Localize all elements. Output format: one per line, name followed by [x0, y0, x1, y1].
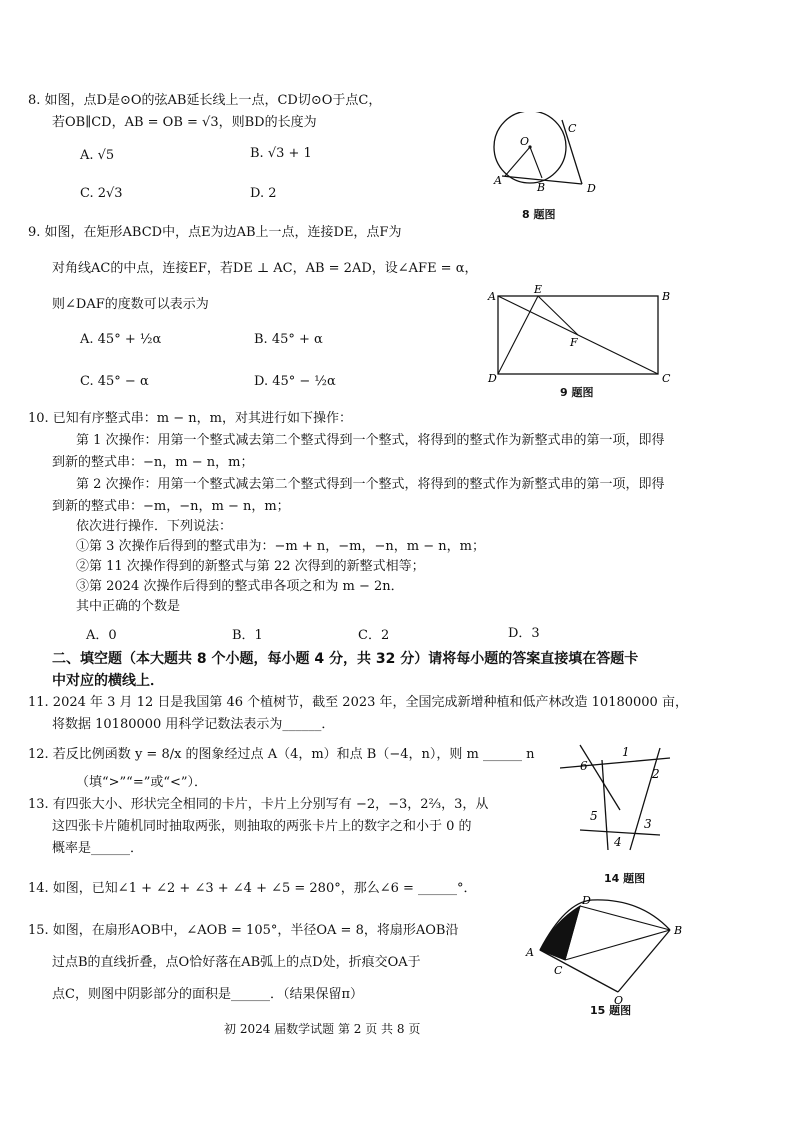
- q14-label-4: 4: [614, 835, 622, 849]
- q8-option-c: C. 2√3: [80, 186, 123, 201]
- q9-figure-caption: 9 题图: [560, 386, 594, 399]
- q9-label-a: A: [488, 290, 496, 303]
- q9-label-f: F: [570, 336, 578, 349]
- q9-option-b: B. 45° + α: [254, 332, 323, 347]
- q11-line1: 11. 2024 年 3 月 12 日是我国第 46 个植树节，截至 2023 年，全国完成新增种植和低产林改造 10180000 亩，: [28, 695, 688, 710]
- q14-label-2: 2: [652, 767, 660, 781]
- q8-option-a: A. √5: [80, 148, 115, 163]
- q9-label-d: D: [488, 372, 497, 384]
- q9-label-c: C: [662, 372, 671, 384]
- q15-label-c: C: [554, 964, 563, 977]
- q15-label-a: A: [526, 946, 534, 959]
- q14-line1: 14. 如图，已知∠1 + ∠2 + ∠3 + ∠4 + ∠5 = 280°，那么∠6 = ______°．: [28, 881, 477, 896]
- q8-label-d: D: [587, 182, 596, 195]
- q14-figure: [560, 740, 680, 870]
- q10-line9: ③第 2024 次操作后得到的整式串各项之和为 m − 2n．: [76, 579, 404, 594]
- q9-label-e: E: [534, 284, 543, 296]
- q14-label-1: 1: [622, 745, 630, 759]
- q12-line2: （填“>”“=”或“<”）．: [76, 775, 208, 790]
- q14-label-3: 3: [644, 817, 652, 831]
- q10-line6: 依次进行操作．下列说法：: [76, 519, 233, 534]
- q14-label-6: 6: [580, 759, 588, 773]
- q10-line10: 其中正确的个数是: [76, 599, 181, 614]
- q9-label-b: B: [662, 290, 671, 303]
- q10-line5: 到新的整式串：−m，−n，m − n，m；: [52, 499, 290, 514]
- q10-option-a: A．0: [86, 628, 117, 643]
- q10-line7: ①第 3 次操作后得到的整式串为：−m + n，−m，−n，m − n，m；: [76, 539, 485, 554]
- q9-line1: 9. 如图，在矩形ABCD中，点E为边AB上一点，连接DE，点F为: [28, 225, 402, 240]
- q13-line2: 这四张卡片随机同时抽取两张，则抽取的两张卡片上的数字之和小于 0 的: [52, 819, 472, 834]
- q15-label-d: D: [582, 894, 591, 907]
- q8-option-b: B. √3 + 1: [250, 146, 312, 161]
- q9-line3: 则∠DAF的度数可以表示为: [52, 297, 209, 312]
- q14-label-5: 5: [590, 809, 598, 823]
- q9-figure: [486, 284, 676, 384]
- q15-label-o: O: [614, 994, 624, 1007]
- q8-option-d: D. 2: [250, 186, 277, 201]
- q10-line3: 到新的整式串：−n，m − n，m；: [52, 455, 254, 470]
- q8-label-b: B: [537, 181, 546, 194]
- q9-option-d: D. 45° − ½α: [254, 374, 336, 389]
- q13-line3: 概率是______．: [52, 841, 144, 856]
- q10-option-c: C．2: [358, 628, 390, 643]
- q8-line2: 若OB∥CD，AB = OB = √3，则BD的长度为: [52, 115, 317, 130]
- q8-figure: [490, 112, 610, 207]
- q11-line2: 将数据 10180000 用科学记数法表示为______．: [52, 717, 335, 732]
- q9-line2: 对角线AC的中点，连接EF，若DE ⊥ AC，AB = 2AD，设∠AFE = α，: [52, 261, 478, 276]
- page-footer: 初 2024 届数学试题 第 2 页 共 8 页: [224, 1022, 421, 1036]
- q10-line8: ②第 11 次操作得到的新整式与第 22 次得到的新整式相等；: [76, 559, 425, 574]
- q8-label-c: C: [568, 122, 577, 135]
- q9-option-a: A. 45° + ½α: [80, 332, 162, 347]
- q8-label-o: O: [520, 135, 530, 148]
- q15-line2: 过点B的直线折叠，点O恰好落在AB弧上的点D处，折痕交OA于: [52, 955, 421, 970]
- q12-line1: 12. 若反比例函数 y = 8/x 的图象经过点 A（4，m）和点 B（−4，n），则 m ______ n: [28, 747, 535, 762]
- q15-line1: 15. 如图，在扇形AOB中，∠AOB = 105°，半径OA = 8，将扇形AOB沿: [28, 923, 459, 938]
- q13-line1: 13. 有四张大小、形状完全相同的卡片，卡片上分别写有 −2，−3，2⅔，3，从: [28, 797, 489, 812]
- q8-label-a: A: [494, 174, 502, 187]
- section2-heading-line2: 中对应的横线上．: [52, 673, 164, 689]
- q15-label-b: B: [674, 924, 683, 937]
- q10-line1: 10. 已知有序整式串：m − n，m，对其进行如下操作：: [28, 411, 352, 426]
- q15-line3: 点C，则图中阴影部分的面积是______．（结果保留π）: [52, 987, 363, 1002]
- q8-line1: 8. 如图，点D是⊙O的弦AB延长线上一点，CD切⊙O于点C，: [28, 93, 382, 108]
- q10-line2: 第 1 次操作：用第一个整式减去第二个整式得到一个整式，将得到的整式作为新整式串的第一项，即得: [76, 433, 665, 448]
- q15-figure: [520, 892, 690, 1007]
- q9-option-c: C. 45° − α: [80, 374, 149, 389]
- q14-figure-caption: 14 题图: [604, 872, 646, 885]
- section2-heading-line1: 二、填空题（本大题共 8 个小题，每小题 4 分，共 32 分）请将每小题的答案直接填在答题卡: [52, 651, 639, 667]
- q15-figure-caption: 15 题图: [590, 1004, 632, 1017]
- q10-option-d: D．3: [508, 626, 540, 641]
- q10-line4: 第 2 次操作：用第一个整式减去第二个整式得到一个整式，将得到的整式作为新整式串的第一项，即得: [76, 477, 665, 492]
- q10-option-b: B．1: [232, 628, 263, 643]
- q8-figure-caption: 8 题图: [522, 208, 556, 221]
